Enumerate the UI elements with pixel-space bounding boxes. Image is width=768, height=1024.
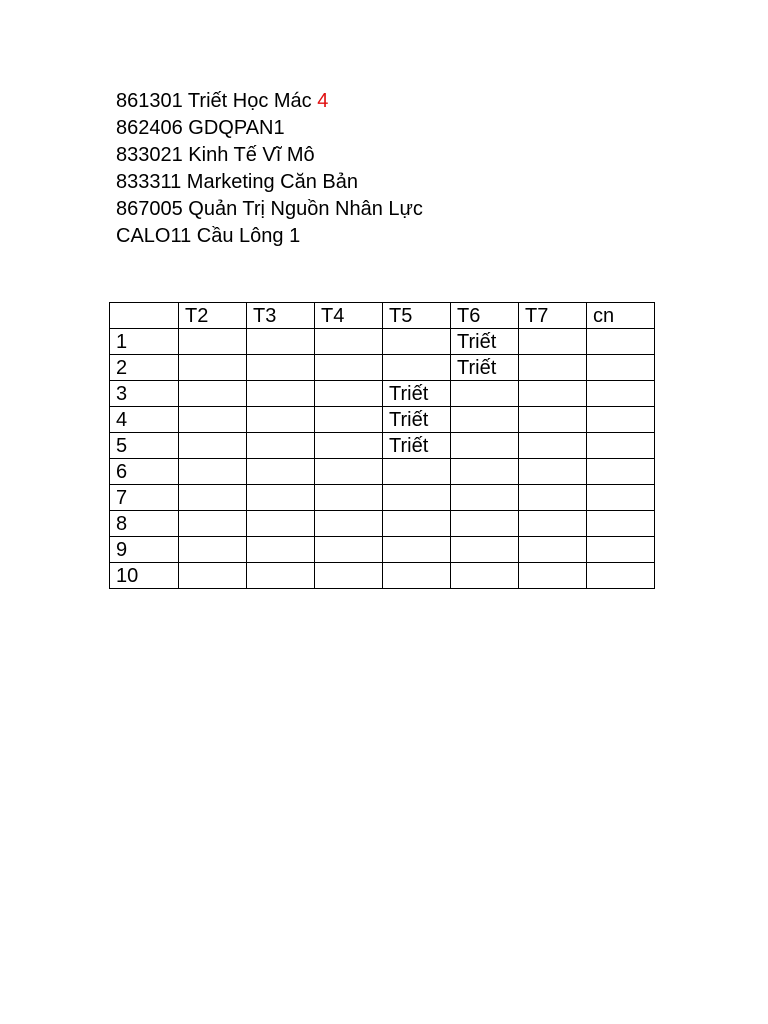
- table-cell: [587, 433, 655, 459]
- table-cell: [519, 329, 587, 355]
- table-cell: [451, 381, 519, 407]
- table-cell: [519, 563, 587, 589]
- table-cell: [519, 459, 587, 485]
- table-cell: [315, 407, 383, 433]
- table-cell: [587, 381, 655, 407]
- table-cell: [587, 355, 655, 381]
- course-text: 867005 Quản Trị Nguồn Nhân Lực: [116, 198, 423, 220]
- table-cell: [451, 459, 519, 485]
- period-cell: 5: [110, 433, 179, 459]
- header-cell: T3: [247, 303, 315, 329]
- header-cell: T7: [519, 303, 587, 329]
- table-cell: Triết: [383, 433, 451, 459]
- table-row: [110, 355, 655, 381]
- table-cell: [179, 537, 247, 563]
- table-cell: [247, 563, 315, 589]
- table-cell: [179, 459, 247, 485]
- course-line: [116, 142, 423, 169]
- table-row: [110, 537, 655, 563]
- course-note: 4: [317, 90, 329, 112]
- course-text: 862406 GDQPAN1: [116, 117, 285, 139]
- table-cell: [587, 459, 655, 485]
- table-cell: [451, 407, 519, 433]
- table-cell: [383, 485, 451, 511]
- table-cell: [383, 355, 451, 381]
- table-cell: [519, 485, 587, 511]
- table-cell: [315, 433, 383, 459]
- table-row: [110, 511, 655, 537]
- course-list: [116, 88, 423, 250]
- table-cell: [315, 511, 383, 537]
- table-cell: [247, 433, 315, 459]
- course-text: 833311 Marketing Căn Bản: [116, 171, 359, 193]
- table-row: [110, 485, 655, 511]
- table-cell: [587, 537, 655, 563]
- table-cell: Triết: [383, 381, 451, 407]
- table-cell: [179, 381, 247, 407]
- table-cell: [587, 329, 655, 355]
- table-cell: Triết: [451, 329, 519, 355]
- table-row: [110, 381, 655, 407]
- table-cell: [247, 329, 315, 355]
- table-cell: [451, 511, 519, 537]
- table-cell: [383, 329, 451, 355]
- course-text: 833021 Kinh Tế Vĩ Mô: [116, 144, 315, 166]
- period-cell: 10: [110, 563, 179, 589]
- course-line: [116, 196, 423, 223]
- table-cell: [179, 433, 247, 459]
- table-cell: [315, 329, 383, 355]
- table-cell: [587, 485, 655, 511]
- table-row: [110, 563, 655, 589]
- table-cell: Triết: [451, 355, 519, 381]
- table-cell: [587, 407, 655, 433]
- table-cell: [383, 537, 451, 563]
- period-cell: 9: [110, 537, 179, 563]
- period-cell: 4: [110, 407, 179, 433]
- table-cell: [179, 329, 247, 355]
- table-row: [110, 433, 655, 459]
- table-cell: [247, 459, 315, 485]
- period-cell: 2: [110, 355, 179, 381]
- table-row: [110, 407, 655, 433]
- header-cell: T5: [383, 303, 451, 329]
- table-row: [110, 459, 655, 485]
- header-cell: T6: [451, 303, 519, 329]
- table-cell: [587, 563, 655, 589]
- table-cell: [179, 355, 247, 381]
- table-cell: [179, 485, 247, 511]
- table-cell: [519, 407, 587, 433]
- table-cell: [451, 563, 519, 589]
- table-cell: [247, 407, 315, 433]
- course-line: [116, 115, 423, 142]
- table-cell: [179, 407, 247, 433]
- header-cell: cn: [587, 303, 655, 329]
- period-cell: 8: [110, 511, 179, 537]
- table-cell: [247, 537, 315, 563]
- table-header-row: [110, 303, 655, 329]
- table-cell: [247, 485, 315, 511]
- table-cell: [179, 563, 247, 589]
- period-cell: 7: [110, 485, 179, 511]
- course-text: 861301 Triết Học Mác: [116, 90, 318, 112]
- course-text: CALO11 Cầu Lông 1: [116, 225, 301, 247]
- table-cell: [383, 563, 451, 589]
- table-cell: [315, 459, 383, 485]
- course-line: [116, 88, 423, 115]
- course-line: [116, 169, 423, 196]
- table-cell: [315, 355, 383, 381]
- table-cell: [587, 511, 655, 537]
- table-cell: [247, 355, 315, 381]
- table-cell: [315, 563, 383, 589]
- header-cell: [110, 303, 179, 329]
- period-cell: 3: [110, 381, 179, 407]
- table-cell: [247, 511, 315, 537]
- table-cell: [451, 433, 519, 459]
- table-cell: [519, 537, 587, 563]
- table-cell: [519, 511, 587, 537]
- header-cell: T2: [179, 303, 247, 329]
- table-cell: Triết: [383, 407, 451, 433]
- header-cell: T4: [315, 303, 383, 329]
- table-cell: [519, 433, 587, 459]
- table-cell: [383, 511, 451, 537]
- schedule-table: [109, 302, 655, 589]
- course-line: [116, 223, 423, 250]
- table-cell: [519, 355, 587, 381]
- table-cell: [519, 381, 587, 407]
- table-cell: [247, 381, 315, 407]
- period-cell: 6: [110, 459, 179, 485]
- table-cell: [315, 485, 383, 511]
- table-cell: [383, 459, 451, 485]
- table-cell: [315, 381, 383, 407]
- table-cell: [451, 485, 519, 511]
- period-cell: 1: [110, 329, 179, 355]
- table-cell: [315, 537, 383, 563]
- table-row: [110, 329, 655, 355]
- table-cell: [179, 511, 247, 537]
- table-cell: [451, 537, 519, 563]
